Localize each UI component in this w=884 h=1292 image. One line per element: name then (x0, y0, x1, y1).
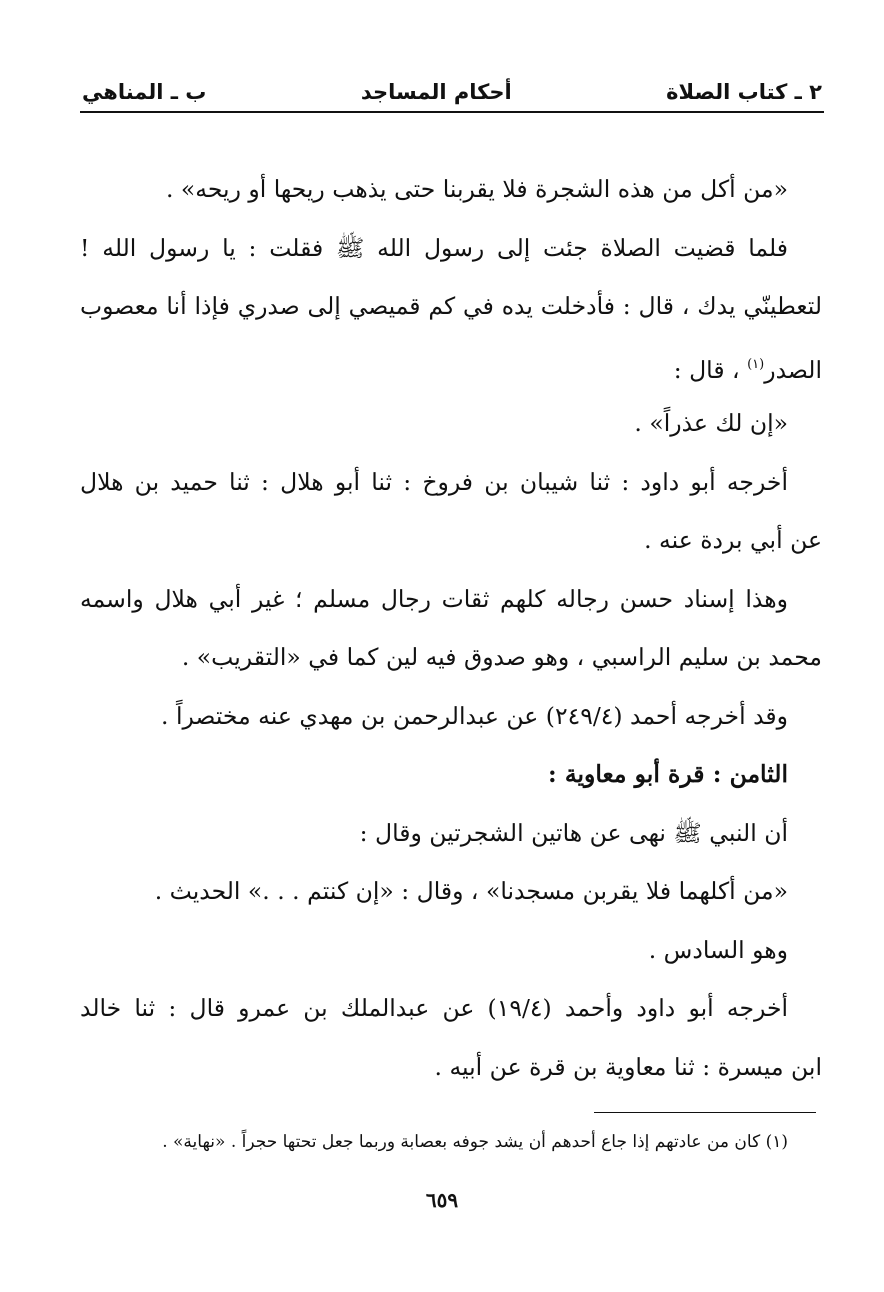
main-text (80, 160, 822, 1096)
header-subsection: ب ـ المناهي (82, 80, 207, 104)
text-line: محمد بن سليم الراسبي ، وهو صدوق فيه لين كما في «التقريب» . (181, 643, 822, 671)
text-line: وهو السادس . (648, 935, 788, 964)
header-divider (80, 111, 824, 113)
text-line: وهذا إسناد حسن رجاله كلهم ثقات رجال مسلم ؛ غير أبي هلال واسمه (80, 584, 788, 613)
text-line: وقد أخرجه أحمد (٢٤٩/٤) عن عبدالرحمن بن مهدي عنه مختصراً . (161, 701, 788, 730)
text-line: عن أبي بردة عنه . (644, 526, 822, 554)
text-line: «من أكلهما فلا يقربن مسجدنا» ، وقال : «إن كنتم . . .» الحديث . (154, 877, 788, 905)
text-line: أن النبي ﷺ نهى عن هاتين الشجرتين وقال : (359, 818, 788, 847)
text-line (80, 336, 822, 395)
footnote-divider (594, 1112, 816, 1113)
section-heading: الثامن : قرة أبو معاوية : (548, 760, 788, 788)
text-fragment: الصدر (764, 355, 822, 384)
footnote: (١) كان من عادتهم إذا جاع أحدهم أن يشد جوفه بعصابة وربما جعل تحتها حجراً . «نهاية» . (162, 1132, 788, 1152)
text-line: «إن لك عذراً» . (634, 409, 788, 437)
text-line: «من أكل من هذه الشجرة فلا يقربنا حتى يذهب ريحها أو ريحه» . (165, 175, 788, 203)
header-chapter: ٢ ـ كتاب الصلاة (666, 80, 822, 104)
page-number: ٦٥٩ (425, 1188, 459, 1212)
running-header (82, 74, 822, 110)
text-line: فلما قضيت الصلاة جئت إلى رسول الله ﷺ فقلت : يا رسول الله ! (80, 233, 788, 262)
footnote-marker: (١) (747, 356, 765, 372)
text-line: لتعطينّي يدك ، قال : فأدخلت يده في كم قميصي إلى صدري فإذا أنا معصوب (80, 292, 822, 320)
text-fragment: ، قال : (673, 355, 748, 384)
header-section: أحكام المساجد (360, 80, 512, 104)
text-line: أخرجه أبو داود : ثنا شيبان بن فروخ : ثنا أبو هلال : ثنا حميد بن هلال (80, 467, 788, 496)
text-line: أخرجه أبو داود وأحمد (١٩/٤) عن عبدالملك بن عمرو قال : ثنا خالد (80, 994, 789, 1022)
text-line: ابن ميسرة : ثنا معاوية بن قرة عن أبيه . (434, 1052, 822, 1081)
